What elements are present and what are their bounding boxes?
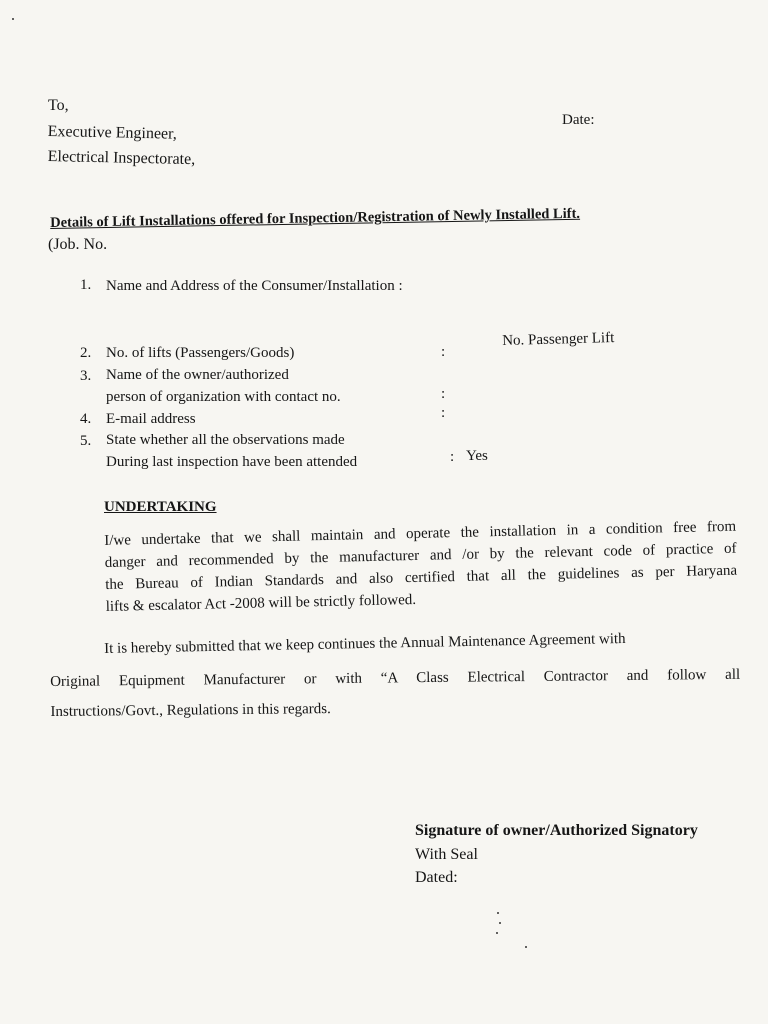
scan-speck [12, 18, 14, 20]
scan-speck [497, 912, 499, 914]
undertaking-p2-line-3: Instructions/Govt., Regulations in this regards. [50, 701, 331, 720]
item-5-label-cont: During last inspection have been attended [106, 454, 358, 470]
signature-dated: Dated: [415, 869, 458, 886]
undertaking-p1-line-4: lifts & escalator Act -2008 will be strictly followed. [105, 591, 417, 615]
item-2-number: 2. [80, 345, 92, 361]
scan-speck [499, 922, 501, 924]
signature-seal: With Seal [415, 846, 478, 863]
item-2-value: No. Passenger Lift [502, 330, 615, 349]
scan-speck [496, 932, 498, 934]
undertaking-title: UNDERTAKING [104, 499, 217, 515]
undertaking-paragraph-1 [104, 516, 738, 618]
undertaking-p1-line-2: danger and recommended by the manufacturer and /or by the relevant code of practice of [104, 540, 737, 571]
item-1-number: 1. [80, 277, 92, 293]
recipient-line2: Electrical Inspectorate, [47, 147, 196, 169]
undertaking-p1-line-1: I/we undertake that we shall maintain and operate the installation in a condition free from [104, 518, 737, 549]
item-5-colon: : [450, 449, 455, 465]
item-5-label: State whether all the observations made [106, 432, 345, 448]
form-heading: Details of Lift Installations offered for Inspection/Registration of Newly Installed Lift. [50, 205, 581, 231]
signature-title: Signature of owner/Authorized Signatory [415, 822, 698, 839]
item-5-number: 5. [80, 433, 92, 449]
item-5-value: Yes [466, 448, 488, 464]
undertaking-p2-line-1: It is hereby submitted that we keep continues the Annual Maintenance Agreement with [104, 630, 626, 657]
recipient-line1: Executive Engineer, [47, 122, 177, 143]
item-4-colon: : [441, 405, 446, 421]
item-1-label: Name and Address of the Consumer/Installation : [106, 278, 403, 294]
undertaking-p1-line-3: the Bureau of Indian Standards and also certified that all the guidelines as per Haryana [105, 562, 738, 593]
item-3-colon: : [441, 386, 446, 402]
item-4-label: E-mail address [106, 411, 196, 427]
item-3-label: Name of the owner/authorized [106, 367, 289, 383]
job-number: (Job. No. [48, 236, 108, 253]
undertaking-p2-line-2: Original Equipment Manufacturer or with “A Class Electrical Contractor and follow all [50, 666, 741, 690]
undertaking-paragraph-2 [50, 660, 741, 727]
item-4-number: 4. [80, 411, 92, 427]
item-3-label-cont: person of organization with contact no. [106, 389, 341, 405]
scan-speck [525, 946, 527, 948]
recipient-to: To, [48, 97, 69, 114]
item-2-label: No. of lifts (Passengers/Goods) [106, 345, 295, 361]
item-2-colon: : [441, 344, 446, 360]
date-label: Date: [562, 112, 595, 128]
item-3-number: 3. [80, 368, 92, 384]
